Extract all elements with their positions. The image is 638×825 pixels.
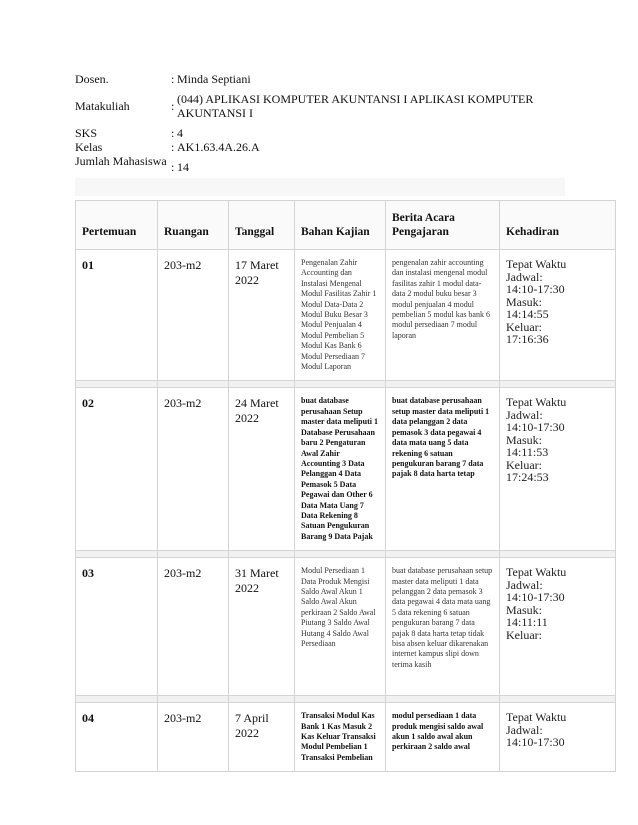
cell-pertemuan: 04 — [76, 703, 158, 772]
attendance-line: Keluar: — [506, 627, 542, 642]
attendance-line: Keluar: — [506, 319, 542, 334]
cell-kehadiran — [500, 703, 616, 772]
cell-tanggal: 7 April 2022 — [229, 703, 295, 772]
cell-ruangan: 203-m2 — [158, 703, 229, 772]
cell-bahan-kajian: Modul Persediaan 1 Data Produk Mengisi Saldo Awal Akun 1 Saldo Awal Akun perkiraan 2 Saldo Awal Piutang 3 Saldo Awal Hutang 4 Saldo Awal Persediaan — [295, 558, 386, 696]
cell-kehadiran — [500, 558, 616, 696]
info-label: Dosen. — [75, 72, 109, 86]
colon: : — [171, 72, 175, 86]
info-value: 4 — [177, 126, 183, 140]
cell-berita-acara: buat database perusahaan setup master data meliputi 1 data pelanggan 2 data pemasok 3 data pegawai 4 data mata uang 5 data rekening 6 satuan pengukuran barang 7 data pajak 8 data harta tetap — [386, 388, 500, 551]
info-value: 14 — [177, 160, 189, 174]
attendance-line: Jadwal: — [506, 722, 543, 737]
attendance-line: Jadwal: — [506, 407, 543, 422]
cell-berita-acara: buat database perusahaan setup master data meliputi 1 data pelanggan 2 data pemasok 3 data pegawai 4 data mata uang 5 data rekening 6 satuan pengukuran barang 7 data pajak 8 data harta tetap tidak bisa absen keluar dikarenakan internet kampus slipi down terima kasih — [386, 558, 500, 696]
header-bahan-kajian: Bahan Kajian — [295, 201, 386, 250]
cell-bahan-kajian: Pengenalan Zahir Accounting dan Instalasi Mengenal Modul Fasilitas Zahir 1 Modul Data-Data 2 Modul Buku Besar 3 Modul Penjualan 4 Modul Pembelian 5 Modul Kas Bank 6 Modul Persediaan 7 Modul Laporan — [295, 250, 386, 381]
attendance-table — [75, 200, 616, 772]
cell-ruangan: 203-m2 — [158, 388, 229, 551]
attendance-line: Tepat Waktu — [506, 395, 567, 410]
attendance-line: Jadwal: — [506, 577, 543, 592]
info-value: AK1.63.4A.26.A — [177, 140, 260, 154]
info-value: Minda Septiani — [177, 72, 251, 86]
attendance-line: 14:10-17:30 — [506, 282, 565, 296]
cell-kehadiran — [500, 388, 616, 551]
cell-bahan-kajian: Transaksi Modul Kas Bank 1 Kas Masuk 2 Kas Keluar Transaksi Modul Pembelian 1 Transaksi Pembelian — [295, 703, 386, 772]
attendance-line: 14:10-17:30 — [506, 590, 565, 605]
info-row-dosen — [75, 72, 565, 86]
row-gap — [76, 381, 616, 388]
header-tanggal: Tanggal — [229, 201, 295, 250]
info-value: (044) APLIKASI KOMPUTER AKUNTANSI I APLIKASI KOMPUTER AKUNTANSI I — [177, 92, 534, 120]
colon: : — [171, 99, 175, 113]
info-row-jumlah — [75, 154, 565, 174]
attendance-line: 14:11:11 — [506, 615, 548, 630]
cell-kehadiran — [500, 250, 616, 381]
info-label: Kelas — [75, 140, 103, 154]
attendance-line: 14:10-17:30 — [506, 735, 565, 750]
info-label: Jumlah Mahasiswa — [75, 154, 167, 168]
header-ruangan: Ruangan — [158, 201, 229, 250]
header-kehadiran: Kehadiran — [500, 201, 616, 250]
attendance-line: 17:24:53 — [506, 470, 549, 485]
cell-pertemuan: 02 — [76, 388, 158, 551]
attendance-line: 17:16:36 — [506, 332, 549, 346]
attendance-line: Tepat Waktu — [506, 565, 567, 580]
info-label: SKS — [75, 126, 98, 140]
colon: : — [171, 160, 175, 174]
info-shade — [75, 178, 565, 196]
attendance-line: 14:14:55 — [506, 307, 549, 321]
cell-berita-acara: modul persediaan 1 data produk mengisi saldo awal akun 1 saldo awal akun perkiraan 2 saldo awal — [386, 703, 500, 772]
cell-pertemuan: 01 — [76, 250, 158, 381]
course-info — [75, 72, 565, 174]
row-gap — [76, 551, 616, 558]
attendance-line: Tepat Waktu — [506, 257, 567, 271]
cell-ruangan: 203-m2 — [158, 250, 229, 381]
table-row — [76, 558, 616, 696]
attendance-line: Masuk: — [506, 432, 542, 447]
header-pertemuan: Pertemuan — [76, 201, 158, 250]
cell-tanggal: 31 Maret 2022 — [229, 558, 295, 696]
attendance-line: Keluar: — [506, 457, 542, 472]
attendance-line: 14:11:53 — [506, 445, 549, 460]
colon: : — [171, 126, 175, 140]
colon: : — [171, 140, 175, 154]
attendance-line: 14:10-17:30 — [506, 420, 565, 435]
cell-tanggal: 24 Maret 2022 — [229, 388, 295, 551]
cell-pertemuan: 03 — [76, 558, 158, 696]
cell-tanggal: 17 Maret 2022 — [229, 250, 295, 381]
table-row — [76, 388, 616, 551]
attendance-line: Masuk: — [506, 294, 542, 309]
attendance-line: Jadwal: — [506, 269, 543, 284]
cell-berita-acara: pengenalan zahir accounting dan instalasi mengenal modul fasilitas zahir 1 modul data-data 2 modul buku besar 3 modul penjualan 4 modul pembelian 5 modul kas bank 6 modul persediaan 7 modul laporan — [386, 250, 500, 381]
table-row — [76, 703, 616, 772]
info-row-kelas — [75, 140, 565, 154]
info-row-sks — [75, 126, 565, 140]
header-berita-acara: Berita Acara Pengajaran — [386, 201, 500, 250]
cell-bahan-kajian: buat database perusahaan Setup master data meliputi 1 Database Perusahaan baru 2 Pengaturan Awal Zahir Accounting 3 Data Pelanggan 4 Data Pemasok 5 Data Pegawai dan Other 6 Data Mata Uang 7 Data Rekening 8 Satuan Pengukuran Barang 9 Data Pajak — [295, 388, 386, 551]
info-label: Matakuliah — [75, 99, 130, 113]
attendance-line: Tepat Waktu — [506, 710, 567, 725]
cell-ruangan: 203-m2 — [158, 558, 229, 696]
table-header-row — [76, 201, 616, 250]
row-gap — [76, 696, 616, 703]
table-row — [76, 250, 616, 381]
attendance-line: Masuk: — [506, 602, 542, 617]
info-row-matakuliah — [75, 92, 565, 120]
